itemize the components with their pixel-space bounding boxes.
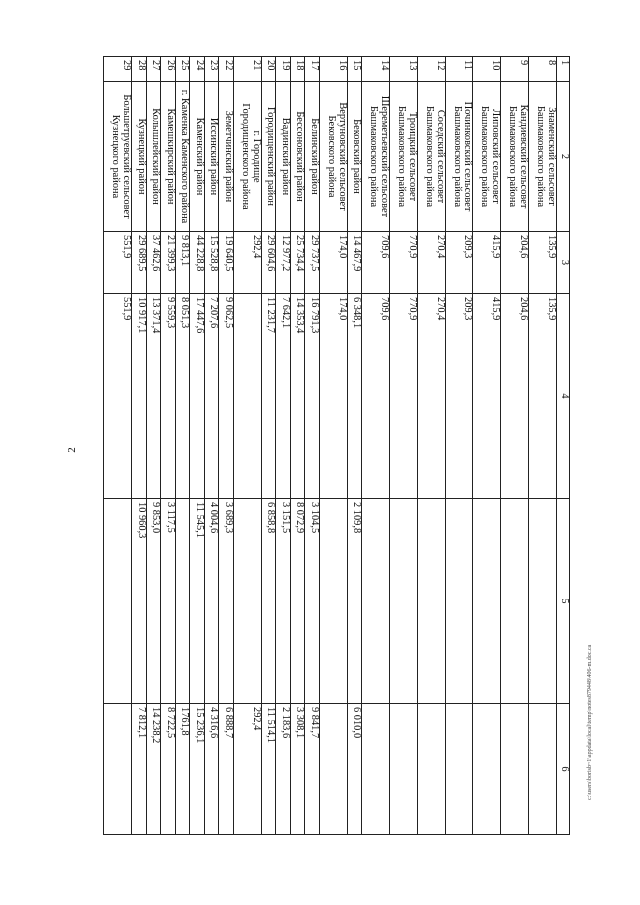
region-name-cell: [204, 82, 219, 232]
region-name-cell: [347, 82, 362, 232]
value-cell-col3: 204,6: [501, 232, 529, 294]
value-cell-col3: 15 528,8: [204, 232, 219, 294]
region-name-line: Белинский район: [308, 118, 320, 195]
row-number-cell: 11: [445, 57, 473, 82]
row-number-cell: 8: [529, 57, 557, 82]
value-cell-col5: [104, 499, 132, 704]
value-cell-col3: 25 734,4: [290, 232, 305, 294]
value-cell-col3: 709,6: [362, 232, 390, 294]
value-cell-col5: 3 117,5: [161, 499, 176, 704]
region-name-line: Бековского района: [325, 115, 337, 198]
table-row: [305, 57, 320, 835]
value-cell-col6: [104, 704, 132, 835]
value-cell-col4: 709,6: [362, 294, 390, 499]
region-name-line: Башмаковского района: [423, 105, 435, 208]
value-cell-col6: [473, 704, 501, 835]
row-number-cell: 13: [389, 57, 417, 82]
value-cell-col3: 9 813,1: [175, 232, 190, 294]
value-cell-col3: 551,9: [104, 232, 132, 294]
region-name-line: Вертуновский сельсовет: [336, 102, 348, 211]
region-name-line: Башмаковского района: [395, 105, 407, 208]
region-name-line: Башмаковского района: [535, 105, 547, 208]
value-cell-col6: [389, 704, 417, 835]
table-row: [319, 57, 347, 835]
value-cell-col5: [529, 499, 557, 704]
header-cell: 4: [557, 294, 570, 499]
region-name-cell: [219, 82, 234, 232]
region-name-cell: [261, 82, 276, 232]
region-name-cell: [290, 82, 305, 232]
value-cell-col6: [319, 704, 347, 835]
value-cell-col4: 770,9: [389, 294, 417, 499]
value-cell-col5: 6 858,8: [261, 499, 276, 704]
value-cell-col6: [529, 704, 557, 835]
region-name-line: Каменский район: [193, 117, 205, 196]
region-name-cell: [501, 82, 529, 232]
row-number-cell: 28: [132, 57, 147, 82]
table-row: [473, 57, 501, 835]
value-cell-col6: 7 812,1: [132, 704, 147, 835]
value-cell-col6: [417, 704, 445, 835]
value-cell-col5: [445, 499, 473, 704]
value-cell-col5: 8 072,9: [290, 499, 305, 704]
value-cell-col6: [501, 704, 529, 835]
table-row: [389, 57, 417, 835]
table-row: [104, 57, 132, 835]
value-cell-col3: 14 467,9: [347, 232, 362, 294]
value-cell-col4: 10 917,1: [132, 294, 147, 499]
row-number-cell: 10: [473, 57, 501, 82]
region-name-line: Шереметьевский сельсовет: [378, 95, 390, 218]
table-row: [233, 57, 261, 835]
row-number-cell: 22: [219, 57, 234, 82]
row-number-cell: 27: [146, 57, 161, 82]
table-row: [362, 57, 390, 835]
value-cell-col6: 3 308,1: [290, 704, 305, 835]
value-cell-col3: 21 399,3: [161, 232, 176, 294]
value-cell-col4: 9 559,3: [161, 294, 176, 499]
row-number-cell: 17: [305, 57, 320, 82]
row-number-cell: 23: [204, 57, 219, 82]
header-cell: 1: [557, 57, 570, 82]
table-row: [347, 57, 362, 835]
value-cell-col3: 44 228,8: [190, 232, 205, 294]
row-number-cell: 16: [319, 57, 347, 82]
row-number-cell: 19: [276, 57, 291, 82]
table-header-row: [557, 57, 570, 835]
value-cell-col4: 14 353,4: [290, 294, 305, 499]
table-row: [204, 57, 219, 835]
value-cell-col5: 4 004,6: [204, 499, 219, 704]
table-row: [445, 57, 473, 835]
value-cell-col4: 13 371,4: [146, 294, 161, 499]
value-cell-col3: 135,9: [529, 232, 557, 294]
budget-table: [103, 56, 570, 835]
value-cell-col3: 292,4: [233, 232, 261, 294]
value-cell-col4: 11 231,7: [261, 294, 276, 499]
value-cell-col4: 17 447,6: [190, 294, 205, 499]
region-name-line: Соседский сельсовет: [434, 109, 446, 204]
region-name-line: Кузнецкий район: [135, 118, 147, 195]
value-cell-col3: 174,0: [319, 232, 347, 294]
value-cell-col4: 204,6: [501, 294, 529, 499]
value-cell-col4: 9 062,5: [219, 294, 234, 499]
value-cell-col5: 11 545,1: [190, 499, 205, 704]
row-number-cell: 12: [417, 57, 445, 82]
region-name-line: Башмаковского района: [368, 105, 380, 208]
header-cell: 5: [557, 499, 570, 704]
page-number: 2: [66, 447, 78, 453]
region-name-cell: [161, 82, 176, 232]
table-row: [261, 57, 276, 835]
value-cell-col5: [175, 499, 190, 704]
row-number-cell: 20: [261, 57, 276, 82]
value-cell-col6: 14 238,2: [146, 704, 161, 835]
value-cell-col3: 29 737,5: [305, 232, 320, 294]
row-number-cell: 25: [175, 57, 190, 82]
value-cell-col4: 551,9: [104, 294, 132, 499]
region-name-cell: [233, 82, 261, 232]
value-cell-col4: 415,9: [473, 294, 501, 499]
value-cell-col6: 15 236,1: [190, 704, 205, 835]
table-row: [529, 57, 557, 835]
value-cell-col4: 7 207,6: [204, 294, 219, 499]
table-row: [132, 57, 147, 835]
value-cell-col5: [233, 499, 261, 704]
region-name-cell: [146, 82, 161, 232]
region-name-line: Починковский сельсовет: [462, 101, 474, 212]
value-cell-col6: 1761,8: [175, 704, 190, 835]
table-row: [146, 57, 161, 835]
value-cell-col6: 4 316,6: [204, 704, 219, 835]
region-name-line: г. Каменка Каменского района: [179, 89, 191, 224]
value-cell-col4: 8 051,3: [175, 294, 190, 499]
region-name-line: Городищенского района: [239, 103, 251, 210]
value-cell-col3: 37 462,6: [146, 232, 161, 294]
value-cell-col6: 2 183,6: [276, 704, 291, 835]
value-cell-col3: 12 977,2: [276, 232, 291, 294]
value-cell-col4: 270,4: [417, 294, 445, 499]
region-name-line: Большетруевский сельсовет: [121, 94, 133, 219]
region-name-cell: [473, 82, 501, 232]
value-cell-col6: 6 888,7: [219, 704, 234, 835]
value-cell-col4: 209,3: [445, 294, 473, 499]
value-cell-col4: 16 791,3: [305, 294, 320, 499]
table-row: [161, 57, 176, 835]
region-name-line: Кандиевский сельсовет: [518, 104, 530, 209]
row-number-cell: 14: [362, 57, 390, 82]
region-name-cell: [319, 82, 347, 232]
value-cell-col5: [473, 499, 501, 704]
region-name-cell: [417, 82, 445, 232]
region-name-line: г. Городище: [250, 130, 262, 183]
value-cell-col6: [445, 704, 473, 835]
region-name-line: Троицкий сельсовет: [406, 111, 418, 202]
table-row: [290, 57, 305, 835]
region-name-line: Знаменский сельсовет: [546, 107, 557, 206]
value-cell-col4: 135,9: [529, 294, 557, 499]
value-cell-col3: 29 604,6: [261, 232, 276, 294]
row-number-cell: 26: [161, 57, 176, 82]
value-cell-col6: 292,4: [233, 704, 261, 835]
value-cell-col5: [501, 499, 529, 704]
header-cell: 6: [557, 704, 570, 835]
region-name-line: Липовский сельсовет: [490, 109, 502, 204]
value-cell-col3: 29 689,5: [132, 232, 147, 294]
region-name-cell: [305, 82, 320, 232]
region-name-cell: [190, 82, 205, 232]
value-cell-col6: 9 841,7: [305, 704, 320, 835]
region-name-line: Бессоновский район: [294, 111, 306, 202]
region-name-line: Вадинский район: [279, 117, 291, 196]
value-cell-col3: 270,4: [417, 232, 445, 294]
table-row: [175, 57, 190, 835]
region-name-line: Камешкирский район: [164, 108, 176, 205]
value-cell-col6: [362, 704, 390, 835]
region-name-line: Иссинский район: [208, 117, 220, 196]
value-cell-col5: 3 689,3: [219, 499, 234, 704]
rotated-table-container: [103, 56, 570, 834]
table-row: [417, 57, 445, 835]
value-cell-col4: [233, 294, 261, 499]
value-cell-col3: 209,3: [445, 232, 473, 294]
region-name-line: Земетчинский район: [222, 110, 234, 203]
row-number-cell: 24: [190, 57, 205, 82]
value-cell-col4: 7 642,1: [276, 294, 291, 499]
region-name-line: Башмаковского района: [507, 105, 519, 208]
region-name-line: Кузнецкого района: [110, 114, 122, 199]
value-cell-col3: 770,9: [389, 232, 417, 294]
region-name-cell: [132, 82, 147, 232]
value-cell-col5: [417, 499, 445, 704]
region-name-cell: [445, 82, 473, 232]
file-path-footer: c:\users\borisb~1\appdata\local\temp\notes879448\406-m.doc.ca: [587, 644, 593, 800]
header-cell: 2: [557, 82, 570, 232]
value-cell-col4: 6 348,1: [347, 294, 362, 499]
region-name-line: Городищенский район: [265, 107, 277, 206]
row-number-cell: 18: [290, 57, 305, 82]
value-cell-col5: [362, 499, 390, 704]
region-name-cell: [529, 82, 557, 232]
table-row: [190, 57, 205, 835]
value-cell-col3: 415,9: [473, 232, 501, 294]
region-name-cell: [175, 82, 190, 232]
value-cell-col5: 3 151,5: [276, 499, 291, 704]
row-number-cell: 9: [501, 57, 529, 82]
region-name-line: Башмаковского района: [451, 105, 463, 208]
row-number-cell: 15: [347, 57, 362, 82]
value-cell-col5: [319, 499, 347, 704]
table-row: [219, 57, 234, 835]
value-cell-col5: 2 109,8: [347, 499, 362, 704]
region-name-cell: [104, 82, 132, 232]
region-name-line: Бековский район: [351, 119, 363, 194]
region-name-line: Колышлейский район: [150, 108, 162, 205]
region-name-cell: [362, 82, 390, 232]
value-cell-col5: 3 104,5: [305, 499, 320, 704]
value-cell-col4: 174,0: [319, 294, 347, 499]
value-cell-col3: 19 640,5: [219, 232, 234, 294]
table-row: [276, 57, 291, 835]
row-number-cell: 21: [233, 57, 261, 82]
value-cell-col5: 10 960,3: [132, 499, 147, 704]
value-cell-col6: 8 722,5: [161, 704, 176, 835]
value-cell-col6: 11 514,1: [261, 704, 276, 835]
value-cell-col5: 9 853,0: [146, 499, 161, 704]
row-number-cell: 29: [104, 57, 132, 82]
region-name-line: Башмаковского района: [479, 105, 491, 208]
header-cell: 3: [557, 232, 570, 294]
value-cell-col6: 6 010,0: [347, 704, 362, 835]
value-cell-col5: [389, 499, 417, 704]
region-name-cell: [276, 82, 291, 232]
region-name-cell: [389, 82, 417, 232]
table-row: [501, 57, 529, 835]
